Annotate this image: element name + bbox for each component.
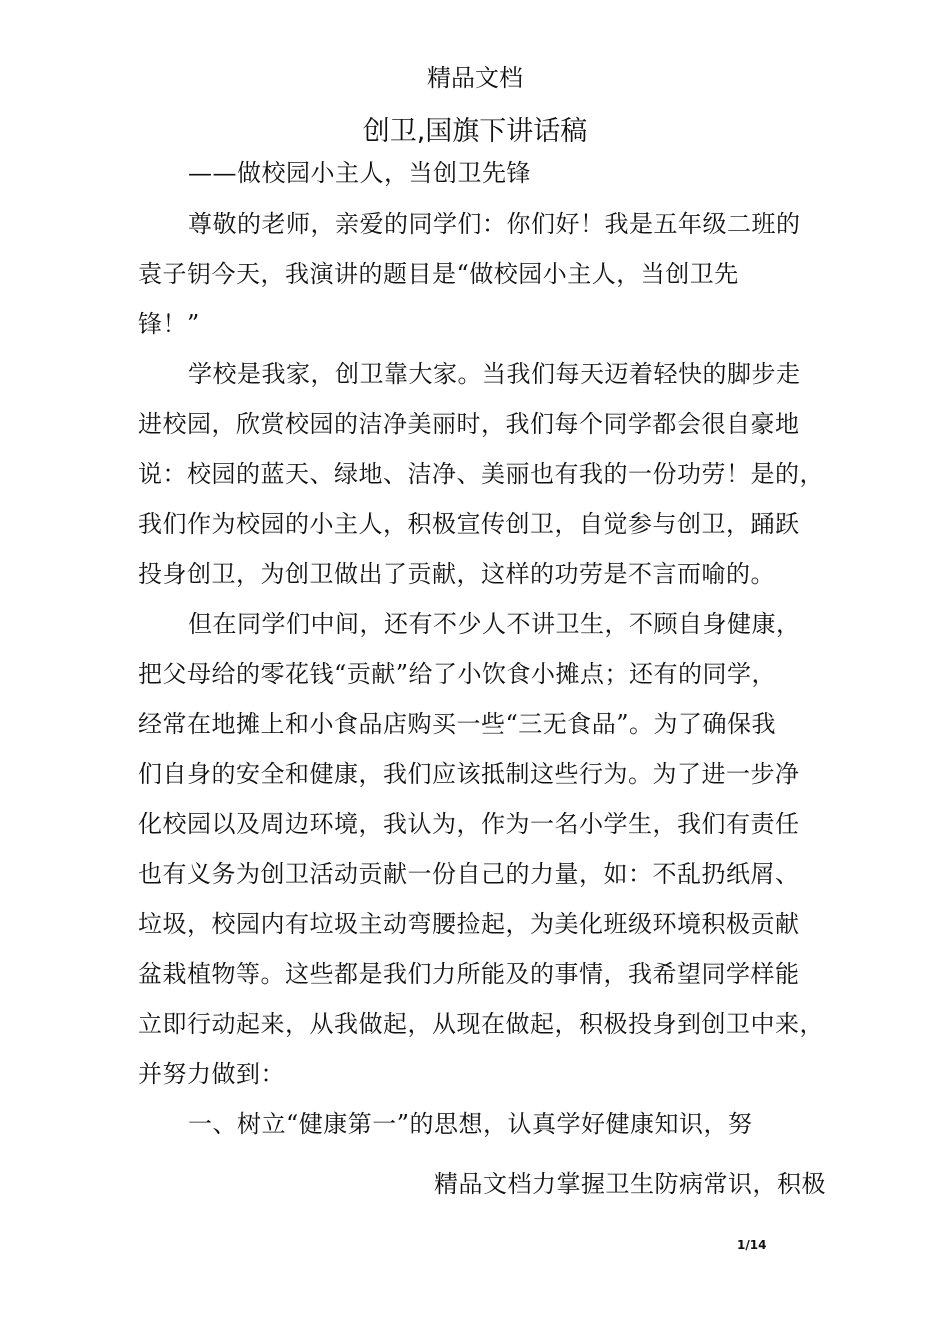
paragraph-line: 盆栽植物等。这些都是我们力所能及的事情，我希望同学样能: [138, 960, 800, 988]
paragraph-line: 经常在地摊上和小食品店购买一些“三无食品”。为了确保我: [138, 710, 777, 738]
paragraph-line: 进校园，欣赏校园的洁净美丽时，我们每个同学都会很自豪地: [138, 410, 800, 438]
subtitle: ——做校园小主人，当创卫先锋: [188, 159, 531, 187]
paragraph-line: 投身创卫，为创卫做出了贡献，这样的功劳是不言而喻的。: [138, 560, 775, 588]
paragraph-line: 一、树立“健康第一”的思想，认真学好健康知识，努: [188, 1110, 753, 1138]
paragraph-line: 立即行动起来，从我做起，从现在做起，积极投身到创卫中来，: [138, 1010, 824, 1038]
paragraph-line: 但在同学们中间，还有不少人不讲卫生，不顾自身健康，: [188, 610, 801, 638]
paragraph-line: 学校是我家，创卫靠大家。当我们每天迈着轻快的脚步走: [188, 360, 801, 388]
paragraph-line: 袁子钥今天，我演讲的题目是“做校园小主人，当创卫先: [138, 260, 739, 288]
paragraph-line-right: 精品文档力掌握卫生防病常识，积极: [434, 1170, 826, 1198]
paragraph-line: 也有义务为创卫活动贡献一份自己的力量，如：不乱扔纸屑、: [138, 860, 800, 888]
document-title: 创卫,国旗下讲话稿: [362, 116, 588, 147]
paragraph-line: 并努力做到：: [138, 1060, 285, 1088]
page-number: 1/14: [737, 1238, 767, 1252]
paragraph-line: 把父母给的零花钱“贡献”给了小饮食小摊点；还有的同学，: [138, 660, 777, 688]
paragraph-line: 我们作为校园的小主人，积极宣传创卫，自觉参与创卫，踊跃: [138, 510, 800, 538]
paragraph-line: 说：校园的蓝天、绿地、洁净、美丽也有我的一份功劳！是的，: [138, 460, 824, 488]
paragraph-line: 化校园以及周边环境，我认为，作为一名小学生，我们有责任: [138, 810, 800, 838]
paragraph-line: 们自身的安全和健康，我们应该抵制这些行为。为了进一步净: [138, 760, 800, 788]
paragraph-line: 垃圾，校园内有垃圾主动弯腰捡起，为美化班级环境积极贡献: [138, 910, 800, 938]
paragraph-line: 锋！”: [138, 310, 200, 338]
page-header: 精品文档: [427, 64, 523, 92]
paragraph-line: 尊敬的老师，亲爱的同学们：你们好！我是五年级二班的: [188, 210, 801, 238]
